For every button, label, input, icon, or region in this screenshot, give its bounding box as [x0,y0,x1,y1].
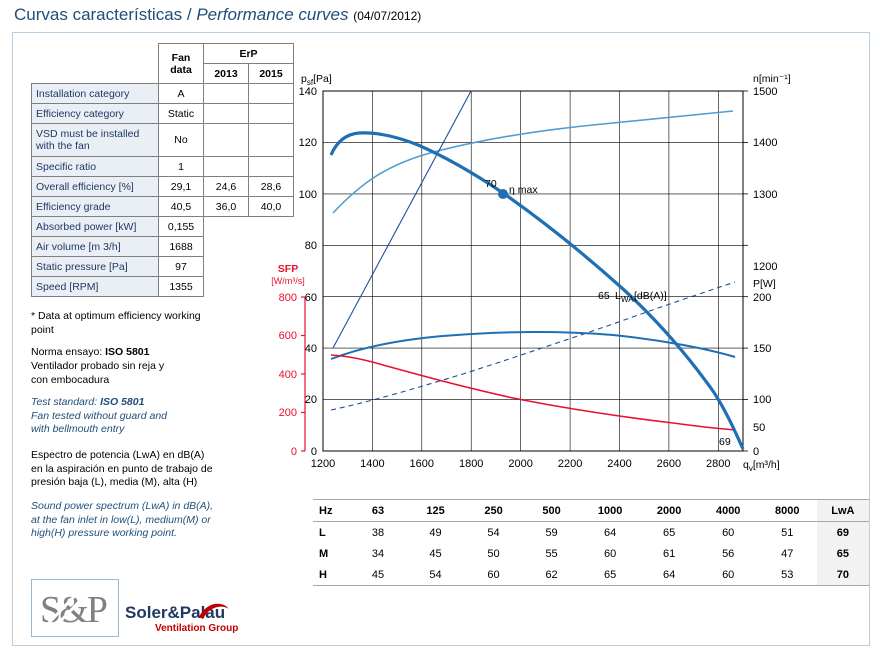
spectrum-cell: 54 [487,526,500,539]
annotation-69: 69 [719,436,731,448]
spectrum-cell: 50 [487,547,500,560]
row-value-fan: 29,1 [159,177,204,197]
spectrum-lwa-value: 65 [817,543,869,564]
y-tick-labels-power [753,292,771,458]
x-axis-label: $q_v[m^3/h]$ [743,459,780,474]
svg-text:2400: 2400 [607,458,632,470]
y-tick-labels-speed [753,86,777,273]
header-erp: ErP [204,44,294,64]
svg-text:1300: 1300 [753,189,778,201]
norma-value: ISO 5801 [105,346,150,359]
svg-text:800: 800 [278,292,297,304]
footnote-optimum: * Data at optimum efficiency working point [31,310,201,336]
norma-label: Norma ensayo: [31,346,103,359]
sfp-axis-label: SFP [W/m³/s] [271,263,305,286]
swoosh-icon [197,599,231,621]
spectrum-cell: 45 [429,547,442,560]
spectrum-cell: 45 [350,564,407,586]
header-2015: 2015 [249,64,294,84]
spectrum-header-2000: 2000 [640,500,699,522]
svg-text:150: 150 [753,343,772,355]
optimum-point-marker [498,189,508,199]
title-date: (04/07/2012) [353,9,422,23]
spectrum-row-l [313,522,869,544]
content-frame [12,32,870,646]
page-title [14,5,421,25]
spectrum-header-500: 500 [523,500,581,522]
spectrum-cell: 62 [523,564,581,586]
spectrum-cell: 47 [781,547,794,560]
spectrum-row-label: H [313,564,350,586]
svg-text:200: 200 [753,292,772,304]
spectrum-cell: 51 [781,526,794,539]
spectrum-header-1000: 1000 [581,500,640,522]
spectrum-header-8000: 8000 [758,500,817,522]
svg-text:2800: 2800 [706,458,731,470]
row-label: VSD must be installed with the fan [32,124,159,157]
row-label: Efficiency category [32,104,159,124]
spectrum-header-250: 250 [465,500,523,522]
spectrum-row-m [313,543,869,564]
brand-name: Soler&Palau [125,603,226,622]
svg-text:600: 600 [278,330,297,342]
row-value-2013: 24,6 [204,177,249,197]
spectrum-cell: 49 [429,526,442,539]
annotation-lwa: L [615,290,621,302]
annotation-70: 70 [485,178,497,190]
header-fan-data: Fan data [159,44,204,84]
standard-block [31,396,211,437]
sound-spectrum-table [313,499,869,586]
spectrum-row-label: M [319,547,329,560]
standard-value: ISO 5801 [100,396,145,409]
title-separator: / [182,5,197,24]
standard-label: Test standard: [31,396,98,409]
svg-text:0: 0 [290,446,297,458]
annotation-65: 65 [598,290,610,302]
x-tick-labels [311,458,731,470]
row-value-fan: No [159,124,204,157]
row-value-fan: Static [159,104,204,124]
row-label: Absorbed power [kW] [32,217,159,237]
svg-text:140: 140 [298,86,317,98]
row-value-fan: 1 [159,157,204,177]
annotation-eta-max: η max [509,184,538,196]
notes-block [31,310,211,446]
svg-text:100: 100 [298,189,317,201]
svg-text:2600: 2600 [656,458,682,470]
row-label: Air volume [m 3/h] [32,237,159,257]
svg-text:80: 80 [304,240,317,252]
svg-text:40: 40 [304,343,317,355]
standard-line3: with bellmouth entry [31,423,125,436]
svg-text:1800: 1800 [458,458,484,470]
spectrum-cell: 64 [603,526,617,539]
svg-text:60: 60 [304,292,317,304]
svg-text:1200: 1200 [310,458,336,470]
row-label: Overall efficiency [%] [32,177,159,197]
spectrum-cell: 60 [699,564,758,586]
brand-block [125,603,238,634]
spectrum-cell: 65 [663,526,676,539]
spectrum-row-label: L [319,526,326,539]
norma-line3: con embocadura [31,373,110,386]
spectrum-row-h [313,564,869,586]
svg-text:200: 200 [278,407,297,419]
logo-box [31,579,119,637]
sfp-axis [301,297,305,451]
row-value-2015: 28,6 [249,177,294,197]
standard-line2: Fan tested without guard and [31,409,168,422]
spectrum-header-row [313,500,869,522]
svg-text:2000: 2000 [508,458,533,470]
svg-text:100: 100 [753,394,772,406]
speed-axis-label: n[min⁻¹] [753,73,791,85]
norma-block [31,346,211,387]
performance-chart [213,41,863,491]
spectrum-notes-block [31,449,216,541]
spectrum-header-lwa: LwA [817,500,869,522]
svg-text:0: 0 [753,446,760,458]
y-tick-labels-sfp [279,292,297,458]
row-value-fan: 1355 [159,277,204,297]
spectrum-cell: 65 [581,564,640,586]
row-value-fan: 1688 [159,237,204,257]
title-es: Curvas características [14,5,183,24]
spectrum-note-es: Espectro de potencia (LwA) en dB(A) en la aspiración en punto de trabajo de presión baja (L), media (M), alta (H) [31,449,213,489]
svg-text:400: 400 [278,369,297,381]
svg-text:1400: 1400 [360,458,385,470]
title-en: Performance curves [196,5,349,24]
svg-text:50: 50 [753,422,766,434]
spectrum-lwa-value: 69 [817,522,869,544]
svg-text:1200: 1200 [753,261,778,273]
row-value-fan: A [159,84,204,104]
power-axis-label: P[W] [753,278,776,290]
spectrum-cell: 60 [465,564,523,586]
spectrum-cell: 64 [640,564,699,586]
spectrum-cell: 61 [663,547,676,560]
row-label: Installation category [32,84,159,104]
svg-text:1500: 1500 [753,86,778,98]
svg-text:1600: 1600 [409,458,435,470]
header-2013: 2013 [204,64,249,84]
row-value-fan: 97 [159,257,204,277]
row-value-fan: 0,155 [159,217,204,237]
svg-text:120: 120 [298,137,317,149]
spectrum-cell: 55 [545,547,558,560]
logo-mark-icon [38,584,112,632]
spectrum-cell: 59 [545,526,558,539]
row-value-2013: 36,0 [204,197,249,217]
row-label: Specific ratio [32,157,159,177]
row-value-fan: 40,5 [159,197,204,217]
norma-line2: Ventilador probado sin reja y [31,359,165,372]
spectrum-header-125: 125 [407,500,465,522]
spectrum-header-4000: 4000 [699,500,758,522]
row-label: Static pressure [Pa] [32,257,159,277]
spectrum-note-en: Sound power spectrum (LwA) in dB(A), at the fan inlet in low(L), medium(M) or high(H) pressure working point. [31,499,214,540]
spectrum-header-63: 63 [350,500,407,522]
spectrum-cell: 60 [603,547,617,560]
spectrum-cell: 60 [722,526,735,539]
spectrum-cell: 56 [722,547,735,560]
spectrum-cell: 38 [371,526,385,539]
spectrum-header-hz: Hz [313,500,350,522]
svg-text:0: 0 [310,446,317,458]
svg-text:S&P: S&P [40,589,106,631]
spectrum-cell: 34 [371,547,385,560]
brand-tagline: Ventilation Group [155,623,239,634]
svg-text:[dB(A)]: [dB(A)] [634,290,667,302]
svg-text:1400: 1400 [753,137,778,149]
spectrum-cell: 54 [407,564,465,586]
svg-text:20: 20 [304,394,317,406]
row-value-2015: 40,0 [249,197,294,217]
row-label: Efficiency grade [32,197,159,217]
row-label: Speed [RPM] [32,277,159,297]
svg-text:2200: 2200 [557,458,583,470]
left-axis-label: $p_{sf}[Pa]$ [301,73,332,88]
spectrum-lwa-value: 70 [817,564,869,586]
spectrum-cell: 53 [758,564,817,586]
svg-text:WA: WA [621,295,634,304]
right-axis-ticks [743,91,748,451]
